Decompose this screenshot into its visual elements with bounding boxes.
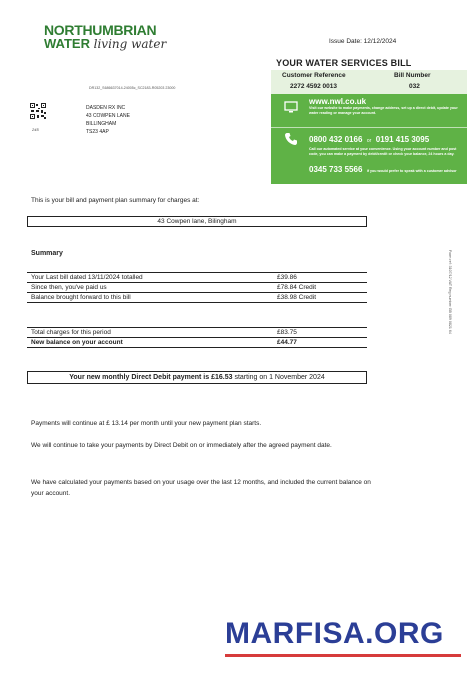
qr-code <box>30 103 46 119</box>
dd-suffix: starting on 1 November 2024 <box>232 374 325 381</box>
customer-ref-label: Customer Reference <box>282 72 346 79</box>
direct-debit-paragraph: We will continue to take your payments by Direct Debit on or immediately after the agreed payment date. <box>31 442 332 449</box>
phone-section <box>271 128 467 191</box>
watermark-underline <box>225 654 461 657</box>
dd-prefix: Your new monthly Direct Debit payment is <box>69 374 212 381</box>
qr-number: 245 <box>32 127 39 132</box>
marfisa-watermark: MARFISA.ORG <box>225 617 444 650</box>
customer-ref-value: 2272 4592 0013 <box>290 83 337 90</box>
total-charges-label: Total charges for this period <box>31 329 111 336</box>
summary-row-value: £38.98 Credit <box>277 294 317 301</box>
advisor-line <box>309 159 461 195</box>
website-text: Visit our website to make payments, change address, set up a direct debit, update your water reading or manage your account. <box>309 106 458 115</box>
address-line: 43 COWPEN LANE <box>86 113 130 119</box>
contact-info-panel <box>271 70 467 191</box>
summary-row-value: £39.86 <box>277 274 297 281</box>
issue-date: Issue Date: 12/12/2024 <box>329 38 397 45</box>
logo-tagline: living water <box>93 37 167 51</box>
logo-line2 <box>44 37 184 51</box>
dd-amount: £16.53 <box>211 374 233 381</box>
monitor-icon <box>284 100 298 114</box>
new-balance-value: £44.77 <box>277 339 297 346</box>
direct-debit-box <box>27 371 367 384</box>
address-line: TS23 4AP <box>86 129 109 135</box>
phone-numbers-line <box>309 129 461 147</box>
phone-text-2: if you would prefer to speak with a customer advisor (8am-8pm Mon to Fri, 8am-1pm on Sat). <box>309 169 457 191</box>
phone-number-1[interactable]: 0800 432 0166 <box>309 135 363 144</box>
property-address-box: 43 Cowpen lane, Bilingham <box>27 216 367 227</box>
logo-water-word: WATER <box>44 36 90 51</box>
intro-text: This is your bill and payment plan summary for charges at: <box>31 197 200 204</box>
total-charges-value: £83.75 <box>277 329 297 336</box>
bill-title: YOUR WATER SERVICES BILL <box>276 58 412 68</box>
phone-or-text: or <box>366 138 372 144</box>
side-text: Form ref: 3107/12 VAT Reg number GB 089 0821 64 <box>448 250 452 334</box>
summary-row-label: Since then, you've paid us <box>31 284 107 291</box>
calculation-paragraph: We have calculated your payments based on your usage over the last 12 months, and included the current balance on your account. <box>31 479 371 497</box>
northumbrian-water-logo <box>44 24 184 58</box>
reference-row <box>271 70 467 94</box>
payments-paragraph: Payments will continue at £ 13.14 per month until your new payment plan starts. <box>31 420 262 427</box>
address-line: DASDEN RX INC <box>86 105 126 111</box>
summary-row <box>27 292 367 303</box>
online-section <box>271 95 467 127</box>
mailing-address <box>86 104 130 136</box>
phone-number-3[interactable]: 0345 733 5566 <box>309 165 363 174</box>
summary-row <box>27 282 367 292</box>
phone-icon <box>284 132 298 146</box>
mailing-ref-code: DR132_S686637014-24005c_SC2183-R05203 23000 <box>89 86 176 90</box>
address-line: BILLINGHAM <box>86 121 117 127</box>
bill-number-label: Bill Number <box>394 72 431 79</box>
website-link[interactable]: www.nwl.co.uk <box>309 97 367 106</box>
new-balance-label: New balance on your account <box>31 339 123 346</box>
summary-row-label: Balance brought forward to this bill <box>31 294 131 301</box>
total-charges-row <box>27 327 367 337</box>
phone-number-2[interactable]: 0191 415 3095 <box>375 135 430 144</box>
new-balance-row <box>27 337 367 348</box>
logo-line1: NORTHUMBRIAN <box>44 22 157 38</box>
summary-title: Summary <box>31 250 63 257</box>
summary-row-value: £78.84 Credit <box>277 284 317 291</box>
phone-text-1: Call our automated service at your convenience. Using your account number and post code, you can make a payment by debit/credit or check your balance, 24 hours a day. <box>309 147 457 156</box>
bill-number-value: 032 <box>409 83 420 90</box>
side-reference <box>448 250 458 370</box>
summary-row <box>27 272 367 282</box>
summary-row-label: Your Last bill dated 13/11/2024 totalled <box>31 274 143 281</box>
